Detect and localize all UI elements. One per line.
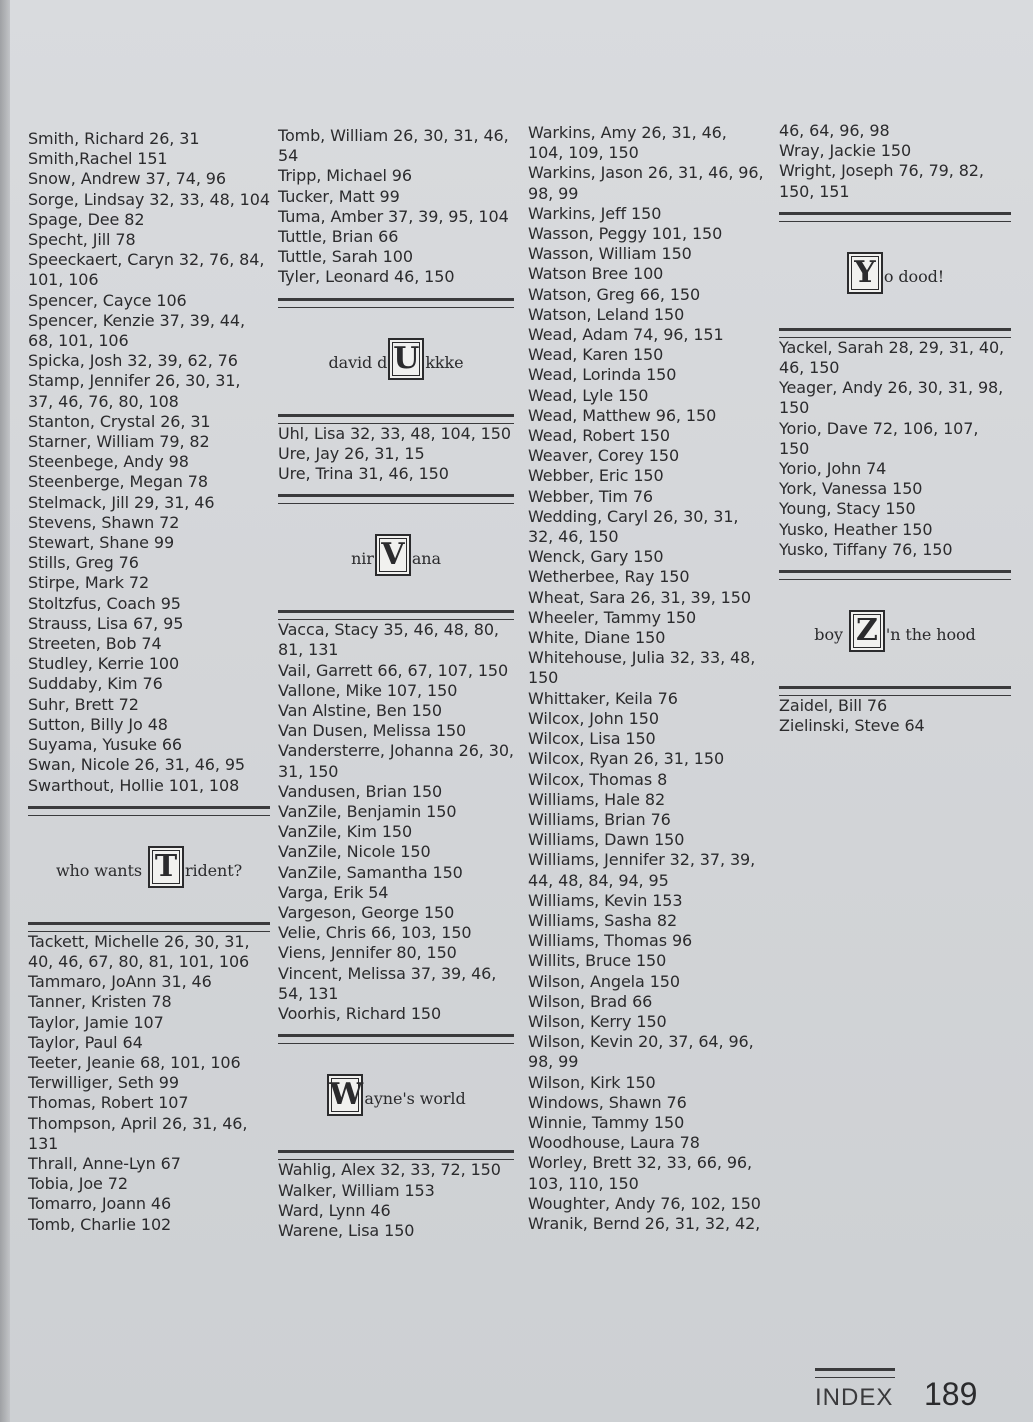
index-entry: Wright, Joseph 76, 79, 82, 150, 151 bbox=[779, 161, 984, 201]
index-entry: Vail, Garrett 66, 67, 107, 150 bbox=[278, 660, 509, 680]
index-entry: Van Alstine, Ben 150 bbox=[278, 701, 442, 721]
index-entry: Voorhis, Richard 150 bbox=[278, 1004, 442, 1024]
section-rule bbox=[278, 414, 514, 424]
page-number: 189 bbox=[924, 1376, 978, 1412]
index-entry: Taylor, Jamie 107 bbox=[28, 1012, 164, 1032]
index-entry: Teeter, Jeanie 68, 101, 106 bbox=[28, 1052, 241, 1072]
index-column-4 bbox=[779, 121, 1011, 736]
index-entry: Wasson, Peggy 101, 150 bbox=[528, 224, 723, 244]
letter-section-header bbox=[278, 1044, 514, 1140]
index-entry: Vandersterre, Johanna 26, 30, 31, 150 bbox=[278, 741, 514, 781]
index-entry: Stills, Greg 76 bbox=[28, 553, 139, 573]
index-entry: Speeckaert, Caryn 32, 76, 84, 101, 106 bbox=[28, 250, 265, 290]
letter-section-header bbox=[278, 504, 514, 600]
index-entry: Thomas, Robert 107 bbox=[28, 1093, 189, 1113]
section-rule bbox=[779, 328, 1011, 338]
section-rule bbox=[779, 212, 1011, 222]
section-letter-box: W bbox=[327, 1074, 363, 1116]
index-entry: Willits, Bruce 150 bbox=[528, 951, 667, 971]
index-entry: Wead, Adam 74, 96, 151 bbox=[528, 325, 724, 345]
phrase-after: ayne's world bbox=[364, 1089, 466, 1109]
index-entry: Spicka, Josh 32, 39, 62, 76 bbox=[28, 351, 238, 371]
index-entry: Watson, Greg 66, 150 bbox=[528, 284, 701, 304]
section-rule bbox=[278, 610, 514, 620]
index-entry: Watson Bree 100 bbox=[528, 264, 664, 284]
index-entry: Terwilliger, Seth 99 bbox=[28, 1073, 179, 1093]
index-entry: Spage, Dee 82 bbox=[28, 209, 145, 229]
index-entry: Wray, Jackie 150 bbox=[779, 141, 912, 161]
index-entry: Wead, Lyle 150 bbox=[528, 385, 649, 405]
section-phrase bbox=[278, 1074, 514, 1116]
index-entry: Van Dusen, Melissa 150 bbox=[278, 721, 467, 741]
section-rule bbox=[779, 686, 1011, 696]
index-entry: Williams, Dawn 150 bbox=[528, 830, 685, 850]
section-phrase bbox=[779, 610, 1011, 652]
index-entry: Uhl, Lisa 32, 33, 48, 104, 150 bbox=[278, 423, 511, 443]
index-entry: Tuttle, Sarah 100 bbox=[278, 247, 413, 267]
index-entry: Wenck, Gary 150 bbox=[528, 547, 664, 567]
index-entry: VanZile, Nicole 150 bbox=[278, 842, 431, 862]
index-entry: York, Vanessa 150 bbox=[779, 479, 923, 499]
index-entry: Tanner, Kristen 78 bbox=[28, 992, 172, 1012]
index-entry: Wilson, Angela 150 bbox=[528, 971, 680, 991]
index-entry: Walker, William 153 bbox=[278, 1180, 435, 1200]
index-entry: Tomarro, Joann 46 bbox=[28, 1194, 172, 1214]
section-phrase bbox=[779, 252, 1011, 294]
phrase-after: kkke bbox=[425, 352, 464, 372]
index-entry: Stevens, Shawn 72 bbox=[28, 512, 180, 532]
index-entry: Taylor, Paul 64 bbox=[28, 1032, 143, 1052]
index-entry: Tuttle, Brian 66 bbox=[278, 227, 399, 247]
section-rule bbox=[278, 298, 514, 308]
index-entry: Specht, Jill 78 bbox=[28, 230, 136, 250]
index-entry: Swan, Nicole 26, 31, 46, 95 bbox=[28, 755, 245, 775]
index-entry: Yusko, Tiffany 76, 150 bbox=[779, 539, 953, 559]
footer-rule bbox=[815, 1368, 895, 1378]
index-entry: Wilson, Brad 66 bbox=[528, 991, 653, 1011]
index-entry: White, Diane 150 bbox=[528, 628, 666, 648]
footer-index-label: INDEX bbox=[815, 1384, 894, 1411]
index-entry: Vincent, Melissa 37, 39, 46, 54, 131 bbox=[278, 963, 497, 1003]
index-entry: Studley, Kerrie 100 bbox=[28, 654, 180, 674]
index-entry: Williams, Sasha 82 bbox=[528, 910, 678, 930]
phrase-before: david d bbox=[328, 352, 388, 372]
index-column-3 bbox=[528, 123, 764, 1234]
index-entry: Wead, Lorinda 150 bbox=[528, 365, 677, 385]
index-entry: Wead, Matthew 96, 150 bbox=[528, 405, 717, 425]
index-entry: Suddaby, Kim 76 bbox=[28, 674, 163, 694]
phrase-before: boy bbox=[814, 625, 848, 645]
index-entry: Williams, Brian 76 bbox=[528, 809, 671, 829]
index-entry: Tackett, Michelle 26, 30, 31, 40, 46, 67, 80, 81, 101, 106 bbox=[28, 931, 250, 971]
index-entry: Steenbege, Andy 98 bbox=[28, 452, 189, 472]
index-entry: Streeten, Bob 74 bbox=[28, 634, 162, 654]
index-entry: Whittaker, Keila 76 bbox=[528, 688, 678, 708]
index-entry: Webber, Eric 150 bbox=[528, 466, 664, 486]
index-entry: 46, 64, 96, 98 bbox=[779, 121, 890, 140]
phrase-after: ana bbox=[411, 549, 441, 569]
section-rule bbox=[278, 1034, 514, 1044]
index-entry: Vargeson, George 150 bbox=[278, 903, 455, 923]
phrase-after: rident? bbox=[184, 860, 243, 880]
index-entry: Tucker, Matt 99 bbox=[278, 186, 400, 206]
index-entry: Stanton, Crystal 26, 31 bbox=[28, 411, 211, 431]
section-rule bbox=[278, 1150, 514, 1160]
index-entry: Wasson, William 150 bbox=[528, 244, 692, 264]
index-entry: Yorio, John 74 bbox=[779, 459, 887, 479]
index-entry: Steenberge, Megan 78 bbox=[28, 472, 208, 492]
index-entry: Warkins, Amy 26, 31, 46, 104, 109, 150 bbox=[528, 123, 727, 163]
index-entry: Woughter, Andy 76, 102, 150 bbox=[528, 1193, 761, 1213]
index-entry: Thompson, April 26, 31, 46, 131 bbox=[28, 1113, 248, 1153]
section-phrase bbox=[278, 534, 514, 576]
section-letter-box: T bbox=[148, 846, 184, 888]
letter-section-header bbox=[779, 580, 1011, 676]
index-entry: Swarthout, Hollie 101, 108 bbox=[28, 775, 240, 795]
index-entry: Spencer, Cayce 106 bbox=[28, 290, 187, 310]
index-entry: Warkins, Jason 26, 31, 46, 96, 98, 99 bbox=[528, 163, 764, 203]
index-entry: Stewart, Shane 99 bbox=[28, 533, 175, 553]
index-entry: Tomb, William 26, 30, 31, 46, 54 bbox=[278, 126, 509, 166]
index-entry: Wilcox, Lisa 150 bbox=[528, 729, 656, 749]
index-entry: Stoltzfus, Coach 95 bbox=[28, 593, 181, 613]
index-entry: Tyler, Leonard 46, 150 bbox=[278, 267, 455, 287]
index-entry: Wetherbee, Ray 150 bbox=[528, 567, 690, 587]
index-entry: Tobia, Joe 72 bbox=[28, 1174, 128, 1194]
section-rule bbox=[779, 570, 1011, 580]
index-entry: Vallone, Mike 107, 150 bbox=[278, 680, 458, 700]
index-entry: Warkins, Jeff 150 bbox=[528, 203, 662, 223]
index-entry: Tomb, Charlie 102 bbox=[28, 1214, 172, 1234]
index-entry: Windows, Shawn 76 bbox=[528, 1092, 687, 1112]
index-entry: Wead, Robert 150 bbox=[528, 426, 670, 446]
index-entry: Wilson, Kerry 150 bbox=[528, 1011, 667, 1031]
index-entry: Suhr, Brett 72 bbox=[28, 694, 139, 714]
index-entry: Velie, Chris 66, 103, 150 bbox=[278, 923, 472, 943]
phrase-after: o dood! bbox=[883, 266, 945, 286]
index-entry: Williams, Jennifer 32, 37, 39, 44, 48, 84, 94, 95 bbox=[528, 850, 756, 890]
index-entry: Zielinski, Steve 64 bbox=[779, 716, 925, 736]
index-entry: Zaidel, Bill 76 bbox=[779, 696, 888, 716]
index-entry: Vandusen, Brian 150 bbox=[278, 781, 443, 801]
index-entry: Stirpe, Mark 72 bbox=[28, 573, 150, 593]
index-entry: Ure, Trina 31, 46, 150 bbox=[278, 464, 449, 484]
index-entry: Woodhouse, Laura 78 bbox=[528, 1133, 700, 1153]
index-entry: Suyama, Yusuke 66 bbox=[28, 735, 182, 755]
index-entry: Watson, Leland 150 bbox=[528, 304, 685, 324]
index-entry: Snow, Andrew 37, 74, 96 bbox=[28, 169, 226, 189]
section-letter-box: V bbox=[375, 534, 411, 576]
section-rule bbox=[278, 494, 514, 504]
index-entry: Wead, Karen 150 bbox=[528, 345, 664, 365]
phrase-after: 'n the hood bbox=[885, 625, 976, 645]
index-entry: Whitehouse, Julia 32, 33, 48, 150 bbox=[528, 648, 756, 688]
index-entry: Strauss, Lisa 67, 95 bbox=[28, 613, 184, 633]
section-letter-box: Y bbox=[847, 252, 883, 294]
index-entry: Thrall, Anne-Lyn 67 bbox=[28, 1153, 181, 1173]
index-entry: Wahlig, Alex 32, 33, 72, 150 bbox=[278, 1160, 501, 1180]
index-entry: Yusko, Heather 150 bbox=[779, 519, 933, 539]
index-entry: Webber, Tim 76 bbox=[528, 486, 653, 506]
index-entry: Yeager, Andy 26, 30, 31, 98, 150 bbox=[779, 378, 1004, 418]
index-entry: Spencer, Kenzie 37, 39, 44, 68, 101, 106 bbox=[28, 310, 245, 351]
index-entry: Ward, Lynn 46 bbox=[278, 1200, 391, 1220]
index-entry: Sorge, Lindsay 32, 33, 48, 104 bbox=[28, 189, 270, 209]
index-column-2 bbox=[278, 126, 514, 1241]
section-rule bbox=[28, 922, 270, 932]
index-entry: Wranik, Bernd 26, 31, 32, 42, bbox=[528, 1213, 761, 1233]
index-entry: Viens, Jennifer 80, 150 bbox=[278, 943, 457, 963]
section-phrase bbox=[28, 846, 270, 888]
section-letter-box: U bbox=[388, 338, 424, 380]
letter-section-header bbox=[28, 816, 270, 912]
index-entry: Stamp, Jennifer 26, 30, 31, 37, 46, 76, 80, 108 bbox=[28, 371, 241, 411]
index-column-1 bbox=[28, 129, 270, 1235]
index-entry: Worley, Brett 32, 33, 66, 96, 103, 110, 150 bbox=[528, 1153, 752, 1193]
index-entry: Tammaro, JoAnn 31, 46 bbox=[28, 972, 212, 992]
index-entry: Williams, Kevin 153 bbox=[528, 890, 683, 910]
index-entry: Tripp, Michael 96 bbox=[278, 166, 412, 186]
letter-section-header bbox=[779, 222, 1011, 318]
index-entry: Wedding, Caryl 26, 30, 31, 32, 46, 150 bbox=[528, 506, 739, 547]
index-entry: Stelmack, Jill 29, 31, 46 bbox=[28, 492, 215, 512]
index-entry: Yackel, Sarah 28, 29, 31, 40, 46, 150 bbox=[779, 337, 1005, 378]
phrase-before: nir bbox=[351, 549, 374, 569]
index-entry: Ure, Jay 26, 31, 15 bbox=[278, 443, 425, 463]
section-phrase bbox=[278, 338, 514, 380]
index-entry: VanZile, Samantha 150 bbox=[278, 862, 463, 882]
section-rule bbox=[28, 806, 270, 816]
index-entry: Vacca, Stacy 35, 46, 48, 80, 81, 131 bbox=[278, 620, 499, 660]
index-entry: Wilson, Kirk 150 bbox=[528, 1072, 656, 1092]
index-entry: Williams, Thomas 96 bbox=[528, 931, 693, 951]
index-entry: Winnie, Tammy 150 bbox=[528, 1112, 685, 1132]
index-entry: Wheat, Sara 26, 31, 39, 150 bbox=[528, 587, 751, 607]
index-entry: Williams, Hale 82 bbox=[528, 789, 666, 809]
index-entry: Wilcox, Thomas 8 bbox=[528, 769, 668, 789]
index-entry: Wilcox, John 150 bbox=[528, 708, 659, 728]
index-entry: VanZile, Benjamin 150 bbox=[278, 802, 457, 822]
index-entry: Warene, Lisa 150 bbox=[278, 1220, 415, 1240]
index-entry: Yorio, Dave 72, 106, 107, 150 bbox=[779, 418, 979, 458]
phrase-before: who wants bbox=[55, 860, 147, 880]
section-letter-box: Z bbox=[849, 610, 885, 652]
index-entry: Wilcox, Ryan 26, 31, 150 bbox=[528, 749, 725, 769]
index-entry: Tuma, Amber 37, 39, 95, 104 bbox=[278, 206, 509, 226]
index-entry: Varga, Erik 54 bbox=[278, 882, 389, 902]
index-entry: Young, Stacy 150 bbox=[779, 499, 916, 519]
index-entry: Smith,Rachel 151 bbox=[28, 149, 168, 169]
index-entry: VanZile, Kim 150 bbox=[278, 822, 413, 842]
index-entry: Weaver, Corey 150 bbox=[528, 446, 680, 466]
index-entry: Wheeler, Tammy 150 bbox=[528, 607, 697, 627]
letter-section-header bbox=[278, 308, 514, 404]
index-entry: Smith, Richard 26, 31 bbox=[28, 129, 200, 148]
index-entry: Starner, William 79, 82 bbox=[28, 432, 210, 452]
index-entry: Sutton, Billy Jo 48 bbox=[28, 714, 168, 734]
index-entry: Wilson, Kevin 20, 37, 64, 96, 98, 99 bbox=[528, 1032, 754, 1072]
